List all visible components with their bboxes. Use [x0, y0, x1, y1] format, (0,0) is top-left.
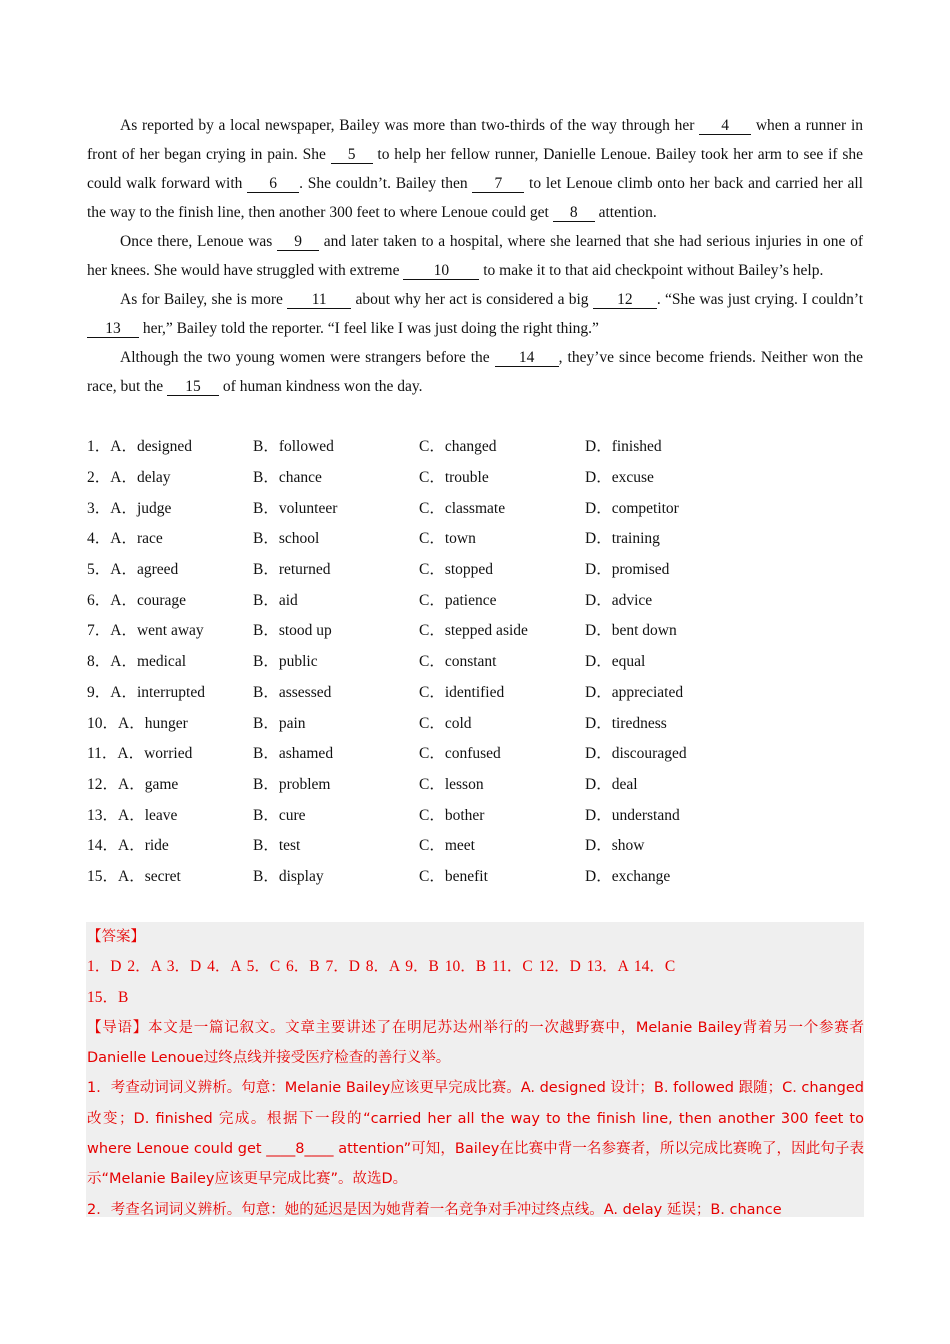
- option-b: B．school: [253, 530, 320, 548]
- passage-text: Although the two young women were strangers before the: [120, 349, 490, 366]
- passage-text: of human kindness won the day.: [222, 378, 423, 395]
- option-c: C．lesson: [419, 775, 484, 793]
- option-b: B．stood up: [253, 622, 332, 640]
- passage-paragraph-1: [87, 111, 863, 227]
- option-c: C．identified: [419, 683, 505, 701]
- option-c: C．classmate: [419, 499, 506, 517]
- guide-paragraph: [87, 1013, 864, 1074]
- option-b: B．cure: [253, 806, 306, 824]
- explanation-2: 2．考查名词词义辨析。句意：她的延迟是因为她背着一名竞争对手冲过终点线。A. delay 延误；B. chance: [87, 1201, 782, 1217]
- passage-text: As reported by a local newspaper, Bailey was more than two-thirds of the way through her: [120, 117, 695, 134]
- guide-text: 本文是一篇记叙文。文章主要讲述了在明尼苏达州举行的一次越野赛中，Melanie Bailey背着另一个参赛者Danielle Lenoue过终点线并接受医疗检查的善行义举。: [87, 1019, 864, 1067]
- option-d: D．appreciated: [585, 683, 684, 701]
- option-b: B．returned: [253, 561, 331, 579]
- option-c: C．constant: [419, 653, 497, 671]
- option-a: 9．A．interrupted: [87, 683, 205, 701]
- option-row-1: [87, 430, 863, 461]
- blank-10: 10: [403, 262, 479, 280]
- answer-keys-line-2: 15．B: [87, 988, 129, 1006]
- option-b: B．test: [253, 837, 301, 855]
- passage-paragraph-4: [87, 343, 863, 401]
- option-c: C．town: [419, 530, 476, 548]
- option-d: D．promised: [585, 561, 670, 579]
- passage-text: . She couldn’t. Bailey then: [299, 175, 468, 192]
- guide-label: 【导语】: [87, 1019, 148, 1036]
- option-b: B．chance: [253, 469, 322, 487]
- option-row-2: [87, 461, 863, 492]
- passage-text: and later taken to a hospital, where she learned that she had serious injuries in one of her knees. She would have struggled with extreme: [87, 233, 864, 279]
- blank-4: 4: [699, 117, 751, 135]
- option-b: B．volunteer: [253, 499, 338, 517]
- passage-text: attention.: [598, 204, 657, 221]
- option-row-12: [87, 768, 863, 799]
- passage-text: , they’ve since become friends. Neither won the race, but the: [87, 349, 863, 395]
- blank-5: 5: [331, 146, 373, 164]
- option-a: 13．A．leave: [87, 806, 178, 824]
- passage-text: about why her act is considered a big: [355, 291, 589, 308]
- option-row-9: [87, 676, 863, 707]
- blank-14: 14: [495, 349, 559, 367]
- answer-heading: 【答案】: [87, 929, 145, 945]
- passage-paragraph-3: [87, 285, 863, 343]
- option-d: D．discouraged: [585, 745, 687, 763]
- option-d: D．tiredness: [585, 714, 667, 732]
- option-b: B．assessed: [253, 683, 332, 701]
- option-a: 8．A．medical: [87, 653, 187, 671]
- option-row-11: [87, 737, 863, 768]
- option-row-8: [87, 645, 863, 676]
- passage-text: her,” Bailey told the reporter. “I feel like I was just doing the right thing.”: [142, 320, 599, 337]
- passage-text: Once there, Lenoue was: [120, 233, 273, 250]
- option-d: D．understand: [585, 806, 680, 824]
- passage-text: . “She was just crying. I couldn’t: [656, 291, 864, 308]
- blank-11: 11: [287, 291, 351, 309]
- option-a: 15．A．secret: [87, 867, 181, 885]
- passage-text: As for Bailey, she is more: [120, 291, 283, 308]
- blank-15: 15: [167, 378, 219, 396]
- blank-7: 7: [472, 175, 524, 193]
- option-a: 11．A．worried: [87, 745, 193, 763]
- option-a: 7．A．went away: [87, 622, 204, 640]
- answer-section: [86, 922, 864, 1217]
- option-c: C．changed: [419, 438, 497, 456]
- option-c: C．confused: [419, 745, 501, 763]
- option-a: 14．A．ride: [87, 837, 169, 855]
- option-a: 10．A．hunger: [87, 714, 188, 732]
- option-d: D．competitor: [585, 499, 679, 517]
- option-a: 4．A．race: [87, 530, 163, 548]
- answer-options: [87, 430, 863, 890]
- option-row-10: [87, 706, 863, 737]
- option-b: B．aid: [253, 591, 298, 609]
- option-row-5: [87, 553, 863, 584]
- option-row-14: [87, 829, 863, 860]
- option-d: D．excuse: [585, 469, 654, 487]
- option-row-4: [87, 522, 863, 553]
- passage-text: to make it to that aid checkpoint without Bailey’s help.: [483, 262, 824, 279]
- option-c: C．stopped: [419, 561, 494, 579]
- passage-paragraph-2: [87, 227, 863, 285]
- option-d: D．equal: [585, 653, 646, 671]
- option-c: C．trouble: [419, 469, 489, 487]
- blank-13: 13: [87, 320, 139, 338]
- answer-keys-line-1: 1．D 2．A 3．D 4．A 5．C 6．B 7．D 8．A 9．B 10．B 11．C 12．D 13．A 14．C: [87, 958, 676, 976]
- option-d: D．deal: [585, 775, 638, 793]
- option-b: B．ashamed: [253, 745, 334, 763]
- option-d: D．advice: [585, 591, 653, 609]
- option-row-13: [87, 798, 863, 829]
- answer-explanation-box: [86, 922, 864, 1217]
- option-d: D．exchange: [585, 867, 671, 885]
- option-row-15: [87, 860, 863, 891]
- option-c: C．meet: [419, 837, 475, 855]
- explanation-1: 1．考查动词词义辨析。句意：Melanie Bailey应该更早完成比赛。A. designed 设计；B. followed 跟随；C. changed 改变；D. finished 完成。根据下一段的“carried her all the way to the finish line, then another 300 feet to where Lenoue could get ____8____ attention”可知，Bailey在比赛中背一名参赛者，所以完成比赛晚了，因此句子表示“Melanie Bailey应该更早完成比赛”。故选D。: [87, 1080, 864, 1188]
- option-a: 3．A．judge: [87, 499, 172, 517]
- blank-6: 6: [247, 175, 299, 193]
- option-b: B．followed: [253, 438, 334, 456]
- blank-9: 9: [277, 233, 319, 251]
- option-c: C．patience: [419, 591, 497, 609]
- option-a: 1．A．designed: [87, 438, 193, 456]
- passage-text: when a runner in front of her began crying in pain. She: [87, 117, 863, 163]
- cloze-passage: [87, 111, 863, 401]
- option-a: 2．A．delay: [87, 469, 171, 487]
- option-c: C．cold: [419, 714, 472, 732]
- option-d: D．training: [585, 530, 660, 548]
- option-a: 6．A．courage: [87, 591, 186, 609]
- option-b: B．pain: [253, 714, 306, 732]
- option-d: D．show: [585, 837, 645, 855]
- passage-text: to help her fellow runner, Danielle Lenoue. Bailey took her arm to see if she could walk forward with: [87, 146, 864, 192]
- option-b: B．display: [253, 867, 324, 885]
- passage-text: to let Lenoue climb onto her back and carried her all the way to the finish line, then another 300 feet to where Lenoue could get: [87, 175, 863, 221]
- blank-12: 12: [593, 291, 657, 309]
- blank-8: 8: [553, 204, 595, 222]
- option-b: B．public: [253, 653, 318, 671]
- option-row-6: [87, 583, 863, 614]
- option-a: 5．A．agreed: [87, 561, 179, 579]
- option-c: C．bother: [419, 806, 485, 824]
- option-c: C．benefit: [419, 867, 488, 885]
- option-d: D．bent down: [585, 622, 677, 640]
- option-row-3: [87, 491, 863, 522]
- option-b: B．problem: [253, 775, 331, 793]
- option-d: D．finished: [585, 438, 662, 456]
- option-a: 12．A．game: [87, 775, 179, 793]
- option-row-7: [87, 614, 863, 645]
- option-c: C．stepped aside: [419, 622, 528, 640]
